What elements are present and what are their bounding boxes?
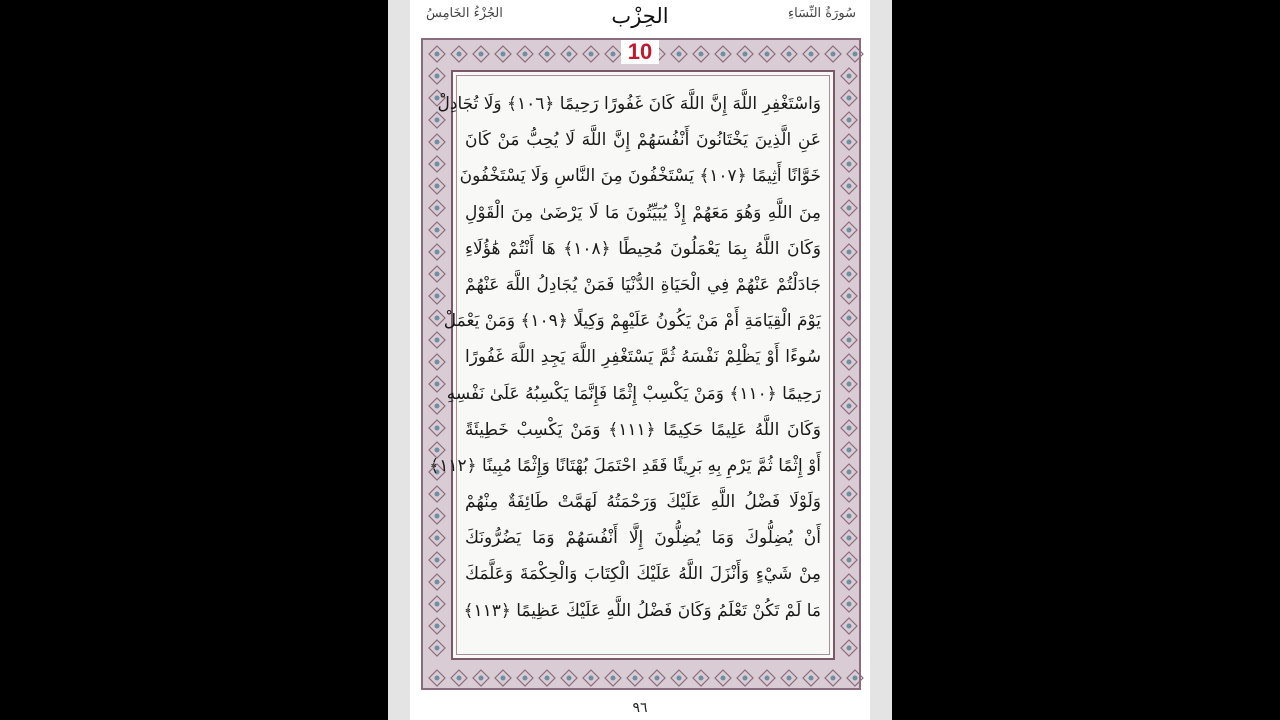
frame-ornament	[841, 376, 857, 392]
verse-line: رَحِيمًا ﴿١١٠﴾ وَمَنْ يَكْسِبْ إِثْمًا فَإِنَّمَا يَكْسِبُهُ عَلَىٰ نَفْسِهِ	[446, 383, 821, 404]
mushaf-page	[410, 0, 870, 720]
frame-ornament	[841, 508, 857, 524]
frame-ornament	[429, 354, 445, 370]
frame-ornament	[841, 156, 857, 172]
frame-ornament	[847, 46, 863, 62]
frame-ornament	[841, 288, 857, 304]
verse-line: أَوْ إِثْمًا ثُمَّ يَرْمِ بِهِ بَرِيئًا فَقَدِ احْتَمَلَ بُهْتَانًا وَإِثْمًا مُبِينًا ﴿١١٢﴾	[429, 455, 821, 476]
frame-ornament	[841, 486, 857, 502]
frame-ornament	[803, 670, 819, 686]
frame-ornament	[803, 46, 819, 62]
frame-ornament	[825, 46, 841, 62]
frame-ornament	[429, 640, 445, 656]
frame-ornament	[495, 670, 511, 686]
frame-ornament	[841, 442, 857, 458]
frame-ornament	[841, 68, 857, 84]
frame-ornament	[429, 486, 445, 502]
frame-ornament	[671, 670, 687, 686]
frame-ornament	[429, 420, 445, 436]
frame-ornament	[583, 670, 599, 686]
frame-ornament	[429, 266, 445, 282]
frame-ornament	[693, 670, 709, 686]
frame-ornament	[841, 134, 857, 150]
frame-ornament	[429, 398, 445, 414]
verse-line: مَا لَمْ تَكُنْ تَعْلَمُ وَكَانَ فَضْلُ اللَّهِ عَلَيْكَ عَظِيمًا ﴿١١٣﴾	[463, 600, 821, 621]
frame-ornament	[841, 464, 857, 480]
verse-line: جَادَلْتُمْ عَنْهُمْ فِي الْحَيَاةِ الدُّنْيَا فَمَنْ يُجَادِلُ اللَّهَ عَنْهُمْ	[465, 274, 821, 295]
frame-ornament	[451, 670, 467, 686]
frame-ornament	[841, 178, 857, 194]
frame-ornament	[539, 670, 555, 686]
frame-ornament	[841, 398, 857, 414]
frame-ornament	[841, 200, 857, 216]
frame-ornament	[737, 670, 753, 686]
frame-ornament	[825, 670, 841, 686]
frame-ornament	[561, 46, 577, 62]
frame-ornament	[517, 670, 533, 686]
frame-ornament	[429, 508, 445, 524]
frame-ornament	[841, 310, 857, 326]
hizb-title: الحِزْب	[611, 4, 669, 28]
frame-ornament	[841, 618, 857, 634]
frame-ornament	[429, 222, 445, 238]
frame-ornament	[649, 670, 665, 686]
verse-line: وَكَانَ اللَّهُ بِمَا يَعْمَلُونَ مُحِيطًا ﴿١٠٨﴾ هَا أَنْتُمْ هَٰؤُلَاءِ	[465, 238, 821, 259]
frame-ornament	[841, 332, 857, 348]
frame-ornament	[605, 670, 621, 686]
frame-ornament	[841, 90, 857, 106]
frame-ornament	[429, 244, 445, 260]
frame-ornament	[451, 46, 467, 62]
frame-ornament	[429, 178, 445, 194]
verse-line: مِنَ اللَّهِ وَهُوَ مَعَهُمْ إِذْ يُبَيِّتُونَ مَا لَا يَرْضَىٰ مِنَ الْقَوْلِ	[465, 202, 821, 223]
frame-ornament	[429, 46, 445, 62]
verse-lines	[429, 86, 821, 629]
right-gutter	[870, 0, 892, 720]
frame-ornament	[429, 134, 445, 150]
frame-ornament	[517, 46, 533, 62]
frame-ornament	[429, 574, 445, 590]
hizb-number-badge: 10	[621, 40, 659, 64]
frame-ornament	[759, 46, 775, 62]
frame-ornament	[429, 200, 445, 216]
surah-name-header: سُورَةُ النِّسَاءِ	[788, 6, 856, 21]
frame-ornament	[429, 596, 445, 612]
frame-ornament	[429, 618, 445, 634]
frame-ornament	[841, 244, 857, 260]
frame-ornament	[841, 552, 857, 568]
frame-ornament	[429, 670, 445, 686]
frame-ornament	[429, 332, 445, 348]
verse-line: مِنْ شَيْءٍ وَأَنْزَلَ اللَّهُ عَلَيْكَ الْكِتَابَ وَالْحِكْمَةَ وَعَلَّمَكَ	[465, 564, 821, 585]
frame-ornament	[671, 46, 687, 62]
frame-ornament	[841, 112, 857, 128]
frame-ornament	[627, 670, 643, 686]
frame-ornament	[841, 530, 857, 546]
frame-ornament	[495, 46, 511, 62]
verse-line: وَاسْتَغْفِرِ اللَّهَ إِنَّ اللَّهَ كَانَ غَفُورًا رَحِيمًا ﴿١٠٦﴾ وَلَا تُجَادِلْ	[437, 94, 821, 114]
frame-ornament	[781, 46, 797, 62]
frame-ornament	[429, 156, 445, 172]
frame-ornament	[583, 46, 599, 62]
frame-ornament	[473, 670, 489, 686]
frame-ornament	[429, 288, 445, 304]
verse-line: أَنْ يُضِلُّوكَ وَمَا يُضِلُّونَ إِلَّا أَنْفُسَهُمْ وَمَا يَضُرُّونَكَ	[465, 528, 821, 549]
verse-text-area	[429, 70, 835, 660]
verse-line: خَوَّانًا أَثِيمًا ﴿١٠٧﴾ يَسْتَخْفُونَ مِنَ النَّاسِ وَلَا يَسْتَخْفُونَ	[459, 166, 821, 187]
frame-ornament	[841, 640, 857, 656]
frame-ornament	[759, 670, 775, 686]
verse-line: سُوءًا أَوْ يَظْلِمْ نَفْسَهُ ثُمَّ يَسْتَغْفِرِ اللَّهَ يَجِدِ اللَّهَ غَفُورًا	[465, 347, 821, 368]
decorative-frame	[421, 38, 861, 690]
frame-ornament	[693, 46, 709, 62]
frame-ornament	[473, 46, 489, 62]
frame-ornament	[841, 574, 857, 590]
frame-ornament	[737, 46, 753, 62]
frame-ornament	[841, 596, 857, 612]
frame-ornament	[429, 552, 445, 568]
frame-ornament	[429, 376, 445, 392]
page-number: ٩٦	[632, 700, 648, 716]
verse-line: يَوْمَ الْقِيَامَةِ أَمْ مَنْ يَكُونُ عَلَيْهِمْ وَكِيلًا ﴿١٠٩﴾ وَمَنْ يَعْمَلْ	[443, 311, 821, 332]
frame-ornament	[847, 670, 863, 686]
juz-name-header: الجُزْءُ الخَامِسُ	[426, 6, 503, 21]
frame-ornament	[429, 310, 445, 326]
verse-line: وَلَوْلَا فَضْلُ اللَّهِ عَلَيْكَ وَرَحْمَتُهُ لَهَمَّتْ طَائِفَةٌ مِنْهُمْ	[465, 492, 821, 513]
verse-line: وَكَانَ اللَّهُ عَلِيمًا حَكِيمًا ﴿١١١﴾ وَمَنْ يَكْسِبْ خَطِيئَةً	[465, 419, 821, 440]
frame-ornament	[605, 46, 621, 62]
left-gutter	[388, 0, 410, 720]
frame-ornament	[781, 670, 797, 686]
frame-ornament	[841, 266, 857, 282]
frame-ornament	[841, 222, 857, 238]
verse-line: عَنِ الَّذِينَ يَخْتَانُونَ أَنْفُسَهُمْ إِنَّ اللَّهَ لَا يُحِبُّ مَنْ كَانَ	[465, 130, 821, 151]
frame-ornament	[429, 68, 445, 84]
frame-ornament	[715, 670, 731, 686]
frame-ornament	[561, 670, 577, 686]
frame-ornament	[715, 46, 731, 62]
frame-ornament	[841, 420, 857, 436]
frame-ornament	[841, 354, 857, 370]
frame-ornament	[539, 46, 555, 62]
frame-ornament	[429, 530, 445, 546]
